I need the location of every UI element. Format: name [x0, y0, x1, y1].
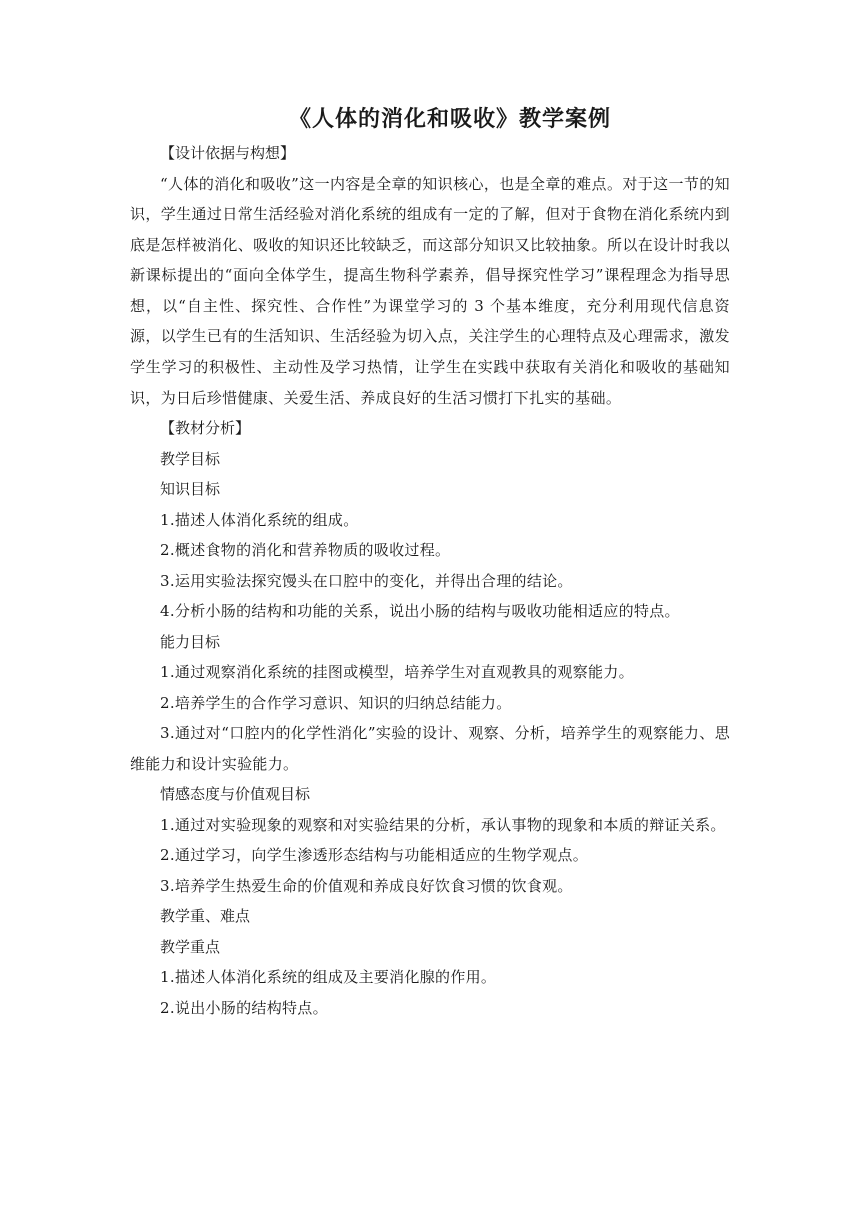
key-points-heading: 教学重点	[160, 937, 221, 956]
section-heading-design-basis: 【设计依据与构想】	[160, 144, 296, 162]
design-basis-paragraph: “人体的消化和吸收”这一内容是全章的知识核心，也是全章的难点。对于这一节的知识，学生通过日常生活经验对消化系统的组成有一定的了解，但对于食物在消化系统内到底是怎样被消化、吸收的知识还比较缺乏，而这部分知识又比较抽象。所以在设计时我以新课标提出的“面向全体学生，提高生物科学素养，倡导探究性学习”课程理念为指导思想，以“自主性、探究性、合作性”为课堂学习的 3 个基本维度，充分利用现代信息资源，以学生已有的生活知识、生活经验为切入点，关注学生的心理特点及心理需求，激发学生学习的积极性、主动性及学习热情，让学生在实践中获取有关消化和吸收的基础知识，为日后珍惜健康、关爱生活、养成良好的生活习惯打下扎实的基础。	[130, 174, 730, 407]
attitude-goal-item: 3.培养学生热爱生命的价值观和养成良好饮食习惯的饮食观。	[160, 876, 573, 895]
teaching-goals-heading: 教学目标	[160, 449, 221, 468]
document-body	[130, 102, 730, 1023]
ability-goal-item: 3.通过对“口腔内的化学性消化”实验的设计、观察、分析，培养学生的观察能力、思维能力和设计实验能力。	[130, 724, 730, 773]
ability-goals-heading: 能力目标	[160, 632, 221, 651]
attitude-goal-item: 1.通过对实验现象的观察和对实验结果的分析，承认事物的现象和本质的辩证关系。	[160, 815, 726, 834]
section-heading-material-analysis: 【教材分析】	[160, 419, 251, 438]
document-title: 《人体的消化和吸收》教学案例	[288, 106, 611, 132]
knowledge-goals-heading: 知识目标	[160, 480, 221, 499]
key-point-item: 1.描述人体消化系统的组成及主要消化腺的作用。	[160, 968, 497, 987]
knowledge-goal-item: 3.运用实验法探究馒头在口腔中的变化，并得出合理的结论。	[160, 571, 573, 590]
attitude-goals-heading: 情感态度与价值观目标	[160, 785, 311, 804]
ability-goal-item: 1.通过观察消化系统的挂图或模型，培养学生对直观教具的观察能力。	[160, 663, 634, 682]
knowledge-goal-item: 4.分析小肠的结构和功能的关系，说出小肠的结构与吸收功能相适应的特点。	[160, 602, 680, 621]
key-point-item: 2.说出小肠的结构特点。	[160, 998, 328, 1017]
knowledge-goal-item: 2.概述食物的消化和营养物质的吸收过程。	[160, 541, 451, 560]
key-difficult-heading: 教学重、难点	[160, 907, 251, 926]
ability-goal-item: 2.培养学生的合作学习意识、知识的归纳总结能力。	[160, 693, 512, 712]
attitude-goal-item: 2.通过学习，向学生渗透形态结构与功能相适应的生物学观点。	[160, 846, 589, 865]
knowledge-goal-item: 1.描述人体消化系统的组成。	[160, 510, 359, 529]
